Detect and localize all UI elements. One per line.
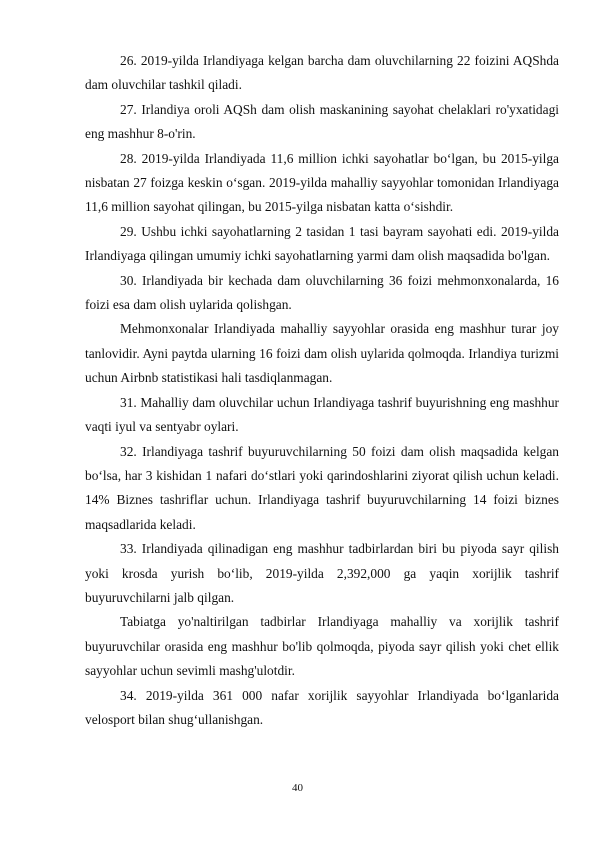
paragraph-30: 30. Irlandiyada bir kechada dam oluvchilarning 36 foizi mehmonxonalarda, 16 foizi esa dam olish uylarida qolishgan. — [85, 272, 559, 313]
paragraph-34: 34. 2019-yilda 361 000 nafar xorijlik sayyohlar Irlandiyada bo‘lganlarida velosport bilan shug‘ullanishgan. — [85, 687, 559, 727]
paragraph-28: 28. 2019-yilda Irlandiyada 11,6 million ichki sayohatlar bo‘lgan, bu 2015-yilga nisbatan 27 foizga keskin o‘sgan. 2019-yilda mahalliy sayyohlar tomonidan Irlandiyaga 11,6 million sayohat qilingan, bu 2015-yilga nisbatan katta o‘sishdir. — [85, 150, 559, 215]
paragraph-nature: Tabiatga yo'naltirilgan tadbirlar Irlandiyaga mahalliy va xorijlik tashrif buyuruvchilar orasida eng mashhur bo'lib qolmoqda, piyoda sayr qilish yoki chet ellik sayyohlar uchun sevimli mashg'ulotdir. — [85, 614, 559, 679]
document-body — [85, 49, 559, 732]
paragraph-27: 27. Irlandiya oroli AQSh dam olish maskanining sayohat chelaklari ro'yxatidagi eng mashhur 8-o'rin. — [85, 101, 559, 142]
paragraph-32: 32. Irlandiyaga tashrif buyuruvchilarning 50 foizi dam olish maqsadida kelgan bo‘lsa, har 3 kishidan 1 nafari do‘stlari yoki qarindoshlarini ziyorat qilish uchun keladi. 14% Biznes tashriflar uchun. Irlandiyaga tashrif buyuruvchilarning 14 foizi biznes maqsadlarida keladi. — [85, 443, 559, 532]
paragraph-29: 29. Ushbu ichki sayohatlarning 2 tasidan 1 tasi bayram sayohati edi. 2019-yilda Irlandiyaga qilingan umumiy ichki sayohatlarning yarmi dam olish maqsadida bo'lgan. — [85, 223, 559, 264]
page-number: 40 — [292, 782, 303, 794]
paragraph-26: 26. 2019-yilda Irlandiyaga kelgan barcha dam oluvchilarning 22 foizini AQShda dam oluvchilar tashkil qiladi. — [85, 53, 559, 93]
paragraph-31: 31. Mahalliy dam oluvchilar uchun Irlandiyaga tashrif buyurishning eng mashhur vaqti iyul va sentyabr oylari. — [85, 394, 559, 435]
paragraph-33: 33. Irlandiyada qilinadigan eng mashhur tadbirlardan biri bu piyoda sayr qilish yoki krosda yurish bo‘lib, 2019-yilda 2,392,000 ga yaqin xorijlik tashrif buyuruvchilarni jalb qilgan. — [85, 541, 559, 605]
paragraph-hotels: Mehmonxonalar Irlandiyada mahalliy sayyohlar orasida eng mashhur turar joy tanlovidir. Ayni paytda ularning 16 foizi dam olish uylarida qolmoqda. Irlandiya turizmi uchun Airbnb statistikasi hali tasdiqlanmagan. — [85, 321, 559, 386]
